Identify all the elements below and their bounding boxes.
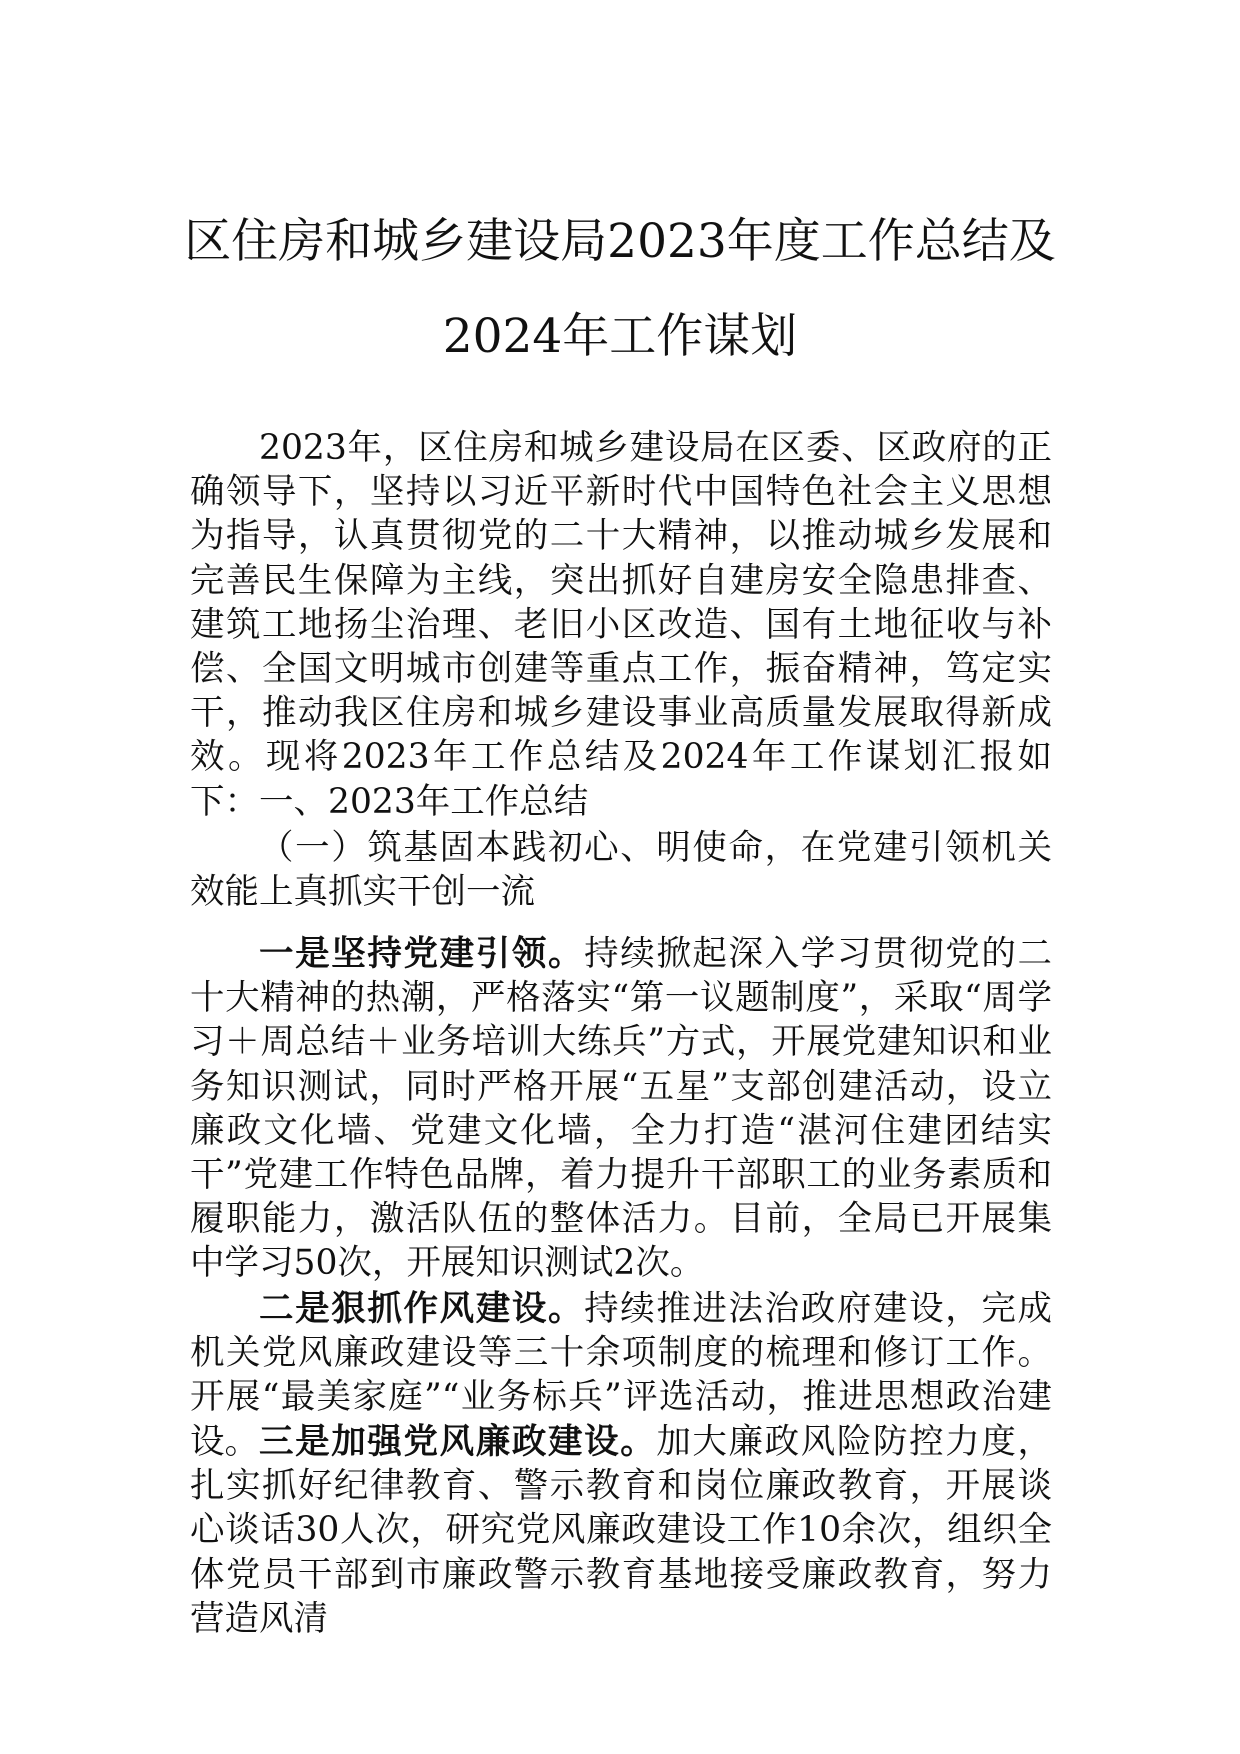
paragraph-integrity [190, 1420, 1052, 1641]
paragraph-lead: 三是加强党风廉政建设。 [259, 1422, 657, 1462]
section-heading: 一、2023年工作总结 [259, 782, 589, 822]
subsection-heading: （一）筑基固本践初心、明使命，在党建引领机关效能上真抓实干创一流 [190, 828, 1052, 913]
intro-paragraph: 2023年，区住房和城乡建设局在区委、区政府的正确领导下，坚持以习近平新时代中国特色社会主义思想为指导，认真贯彻党的二十大精神，以推动城乡发展和完善民生保障为主线，突出抓好自建房安全隐患排查、建筑工地扬尘治理、老旧小区改造、国有土地征收与补偿、全国文明城市创建等重点工作，振奋精神，笃定实干，推动我区住房和城乡建设事业高质量发展取得新成效。现将2023年工作总结及2024年工作谋划汇报如下： [190, 428, 1052, 822]
paragraph-lead: 一是坚持党建引领。 [259, 934, 585, 974]
paragraph-text: 持续掀起深入学习贯彻党的二十大精神的热潮，严格落实“第一议题制度”，采取“周学习＋周总结＋业务培训大练兵”方式，开展党建知识和业务知识测试，同时严格开展“五星”支部创建活动，设立廉政文化墙、党建文化墙，全力打造“湛河住建团结实干”党建工作特色品牌，着力提升干部职工的业务素质和履职能力，激活队伍的整体活力。目前，全局已开展集中学习50次，开展知识测试2次。 [190, 934, 1053, 1284]
paragraph-party-leadership [190, 932, 1052, 1286]
paragraph-text: 加大廉政风险防控力度，扎实抓好纪律教育、警示教育和岗位廉政教育，开展谈心谈话30人次，研究党风廉政建设工作10余次，组织全体党员干部到市廉政警示教育基地接受廉政教育，努力营造风清 [190, 1422, 1053, 1639]
document-title-line-2: 2024年工作谋划 [442, 309, 798, 364]
document-title-line-1: 区住房和城乡建设局2023年度工作总结及 [184, 214, 1056, 269]
paragraph-text: 持续推进法治政府建设，完成机关党风廉政建设等三十余项制度的梳理和修订工作。开展“最美家庭”“业务标兵”评选活动，推进思想政治建设。 [190, 1289, 1053, 1462]
paragraph-lead: 二是狠抓作风建设。 [259, 1289, 585, 1329]
